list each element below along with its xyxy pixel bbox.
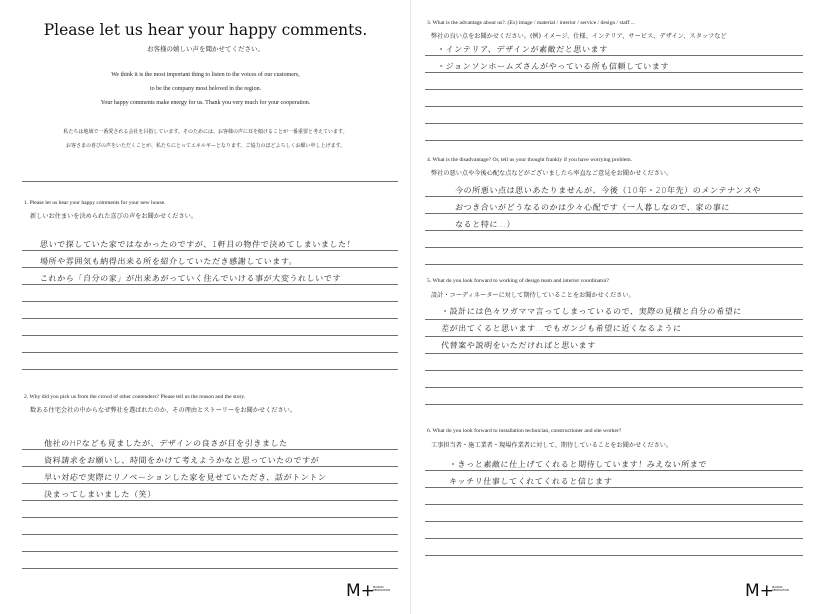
handwritten-answer: これから「自分の家」が出来あがっていく住んでいける事が大変うれしいです	[39, 274, 342, 283]
handwritten-answer: 他社のHPなども見ましたが、デザインの良さが目を引きました	[43, 439, 289, 448]
answer-line	[425, 247, 803, 248]
logo-text: MAISON RENOVATION	[373, 586, 390, 593]
answer-line	[425, 72, 803, 73]
answer-line	[22, 500, 398, 501]
answer-line	[22, 568, 398, 569]
answer-line	[22, 466, 398, 467]
handwritten-answer: 思いで探していた家ではなかったのですが、1軒目の物件で決めてしまいました！	[39, 240, 356, 249]
answer-line	[22, 369, 398, 370]
answer-line	[22, 335, 398, 336]
answer-line	[425, 470, 803, 471]
question-3-en: 3. What is the advantage about us?. (Ex) image / material / interior / service / design / staff ...	[427, 20, 635, 26]
question-3-jp: 弊社の良い点をお聞かせください。(例) イメージ、仕様、インテリア、サービス、デザイン、スタッフなど	[431, 33, 727, 40]
handwritten-answer: ・インテリア、デザインが素敵だと思います	[436, 45, 609, 54]
question-2-en: 2. Why did you pick us from the crowd of other contenders? Please tell us the reason and the story.	[24, 394, 246, 400]
handwritten-answer: おつき合いがどうなるのかは少々心配です（一人暮しなので、家の事に	[454, 203, 731, 212]
intro-en-line-3: Your happy comments make energy for us. Thank you very much for your cooperation.	[100, 100, 311, 106]
handwritten-answer: 早い対応で実際にリノベーションした家を見せていただき、話がトントン	[43, 473, 327, 482]
question-1-en: 1. Please let us hear your happy comments for your new house.	[24, 200, 166, 206]
answer-line	[425, 106, 803, 107]
handwritten-answer: 場所や雰囲気も納得出来る所を紹介していただき感謝しています。	[39, 257, 298, 266]
answer-line	[425, 319, 803, 320]
handwritten-answer: キッチリ仕事してくれてくれると信じます	[448, 477, 613, 486]
intro-jp-line-2: お客さまの喜びの声をいただくことが、私たちにとってエネルギーとなります。ご協力のほどよろしくお願い申し上げます。	[65, 143, 346, 149]
answer-line	[425, 123, 803, 124]
question-1-jp: 新しいお住まいを決められた喜びの声をお聞かせください。	[30, 213, 198, 220]
question-5-en: 5. What do you look forward to working of design team and interior coordinator?	[427, 278, 609, 284]
logo-mark: M+	[745, 581, 774, 601]
survey-subtitle: お客様の嬉しい声を聞かせてください。	[147, 45, 264, 53]
answer-line	[425, 504, 803, 505]
question-4-en: 4. What is the disadvantage? Or, tell us your thought frankly if you have worrying problem.	[427, 157, 633, 163]
answer-line	[22, 517, 398, 518]
handwritten-answer: 今の所悪い点は思いあたりませんが、今後（10年・20年先）のメンテナンスや	[454, 186, 762, 195]
answer-line	[22, 267, 398, 268]
handwritten-answer: 決まってしまいました（笑）	[43, 490, 157, 499]
logo-text: MAISON RENOVATION	[772, 586, 789, 593]
answer-line	[425, 404, 803, 405]
answer-line	[22, 318, 398, 319]
handwritten-answer: 代替案や説明をいただければと思います	[440, 341, 597, 350]
answer-line	[22, 284, 398, 285]
logo-mark: M+	[346, 581, 375, 601]
answer-line	[425, 55, 803, 56]
handwritten-answer: 差が出てくると思います…でもガンジも希望に近くなるように	[440, 324, 682, 333]
question-6-jp: 工事担当者・施工業者・現場作業者に対して、期待していることをお聞かせください。	[431, 442, 673, 449]
question-5-jp: 設計・コーディネーターに対して期待していることをお聞かせください。	[431, 292, 635, 299]
section-divider	[22, 181, 398, 182]
handwritten-answer: 資料請求をお願いし、時間をかけて考えようかなと思っていたのですが	[43, 456, 320, 465]
answer-line	[425, 538, 803, 539]
handwritten-answer: なると特に…）	[454, 220, 516, 229]
answer-line	[22, 483, 398, 484]
answer-line	[425, 230, 803, 231]
answer-line	[22, 534, 398, 535]
handwritten-answer: ・設計には色々ワガママ言ってしまっているので、実際の見積と自分の希望に	[440, 307, 743, 316]
answer-line	[425, 336, 803, 337]
answer-line	[425, 387, 803, 388]
right-page	[411, 0, 822, 614]
answer-line	[425, 140, 803, 141]
answer-line	[22, 449, 398, 450]
answer-line	[425, 370, 803, 371]
answer-line	[425, 555, 803, 556]
answer-line	[425, 487, 803, 488]
answer-line	[22, 352, 398, 353]
answer-line	[425, 213, 803, 214]
intro-en-line-1: We think it is the most important thing to listen to the voices of our customers,	[111, 72, 300, 78]
intro-jp-line-1: 私たちは地域で一番愛される会社を目指しています。そのためには、お客様の声に耳を傾けることが一番重要と考えています。	[63, 129, 348, 135]
company-logo	[346, 583, 390, 603]
answer-line	[425, 353, 803, 354]
survey-title: Please let us hear your happy comments.	[43, 21, 368, 39]
answer-line	[425, 521, 803, 522]
intro-en-line-2: to be the company most beloved in the region.	[149, 86, 262, 92]
answer-line	[425, 264, 803, 265]
answer-line	[22, 551, 398, 552]
question-6-en: 6. What do you look forward to installation technician, constructioner and site worker?	[427, 428, 622, 434]
answer-line	[425, 89, 803, 90]
handwritten-answer: ・きっと素敵に仕上げてくれると期待しています！みえない所まで	[448, 460, 708, 469]
answer-line	[425, 196, 803, 197]
handwritten-answer: ・ジョンソンホームズさんがやっている所も信頼しています	[436, 62, 670, 71]
company-logo	[745, 583, 789, 603]
question-4-jp: 弊社の悪い点や今後心配な点などがございましたら率直なご意見をお聞かせください。	[431, 170, 673, 177]
question-2-jp: 数ある住宅会社の中からなぜ弊社を選ばれたのか、その理由とストーリーをお聞かせください。	[30, 407, 297, 414]
answer-line	[22, 250, 398, 251]
answer-line	[22, 301, 398, 302]
